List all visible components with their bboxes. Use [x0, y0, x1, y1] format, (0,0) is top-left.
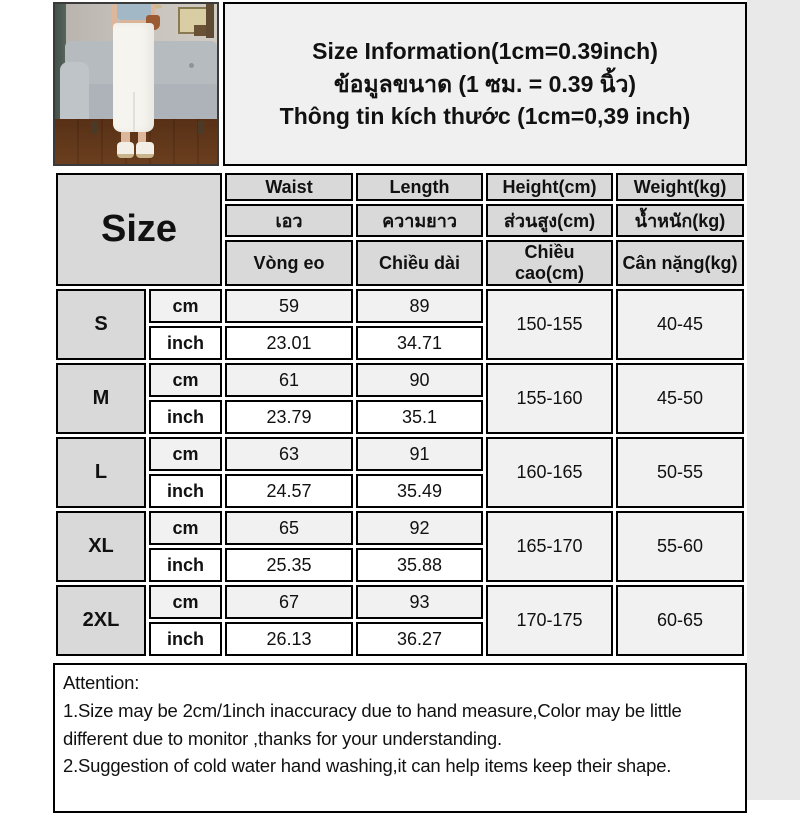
length-header-th: ความยาว	[356, 204, 483, 237]
size-cell-l: L	[56, 437, 146, 508]
unit-label-cm: cm	[149, 437, 222, 471]
size-header: Size	[56, 173, 222, 286]
height-header-th: ส่วนสูง(cm)	[486, 204, 613, 237]
photo-wood-panel	[206, 4, 214, 38]
attention-line-2: 2.Suggestion of cold water hand washing,it can help items keep their shape.	[63, 755, 672, 777]
unit-label-inch: inch	[149, 474, 222, 508]
height-value-2xl: 170-175	[486, 585, 613, 656]
photo-sofa-leg	[198, 121, 204, 134]
height-value-xl: 165-170	[486, 511, 613, 582]
unit-label-inch: inch	[149, 400, 222, 434]
height-header-en: Height(cm)	[486, 173, 613, 201]
height-header-vi: Chiều cao(cm)	[486, 240, 613, 286]
waist-inch-value-2xl: 26.13	[225, 622, 353, 656]
length-header-en: Length	[356, 173, 483, 201]
table-row-xl-cm	[56, 511, 744, 545]
weight-value-s: 40-45	[616, 289, 744, 360]
waist-cm-value-l: 63	[225, 437, 353, 471]
length-inch-value-2xl: 36.27	[356, 622, 483, 656]
unit-label-inch: inch	[149, 622, 222, 656]
size-table	[53, 170, 747, 659]
weight-header-vi: Cân nặng(kg)	[616, 240, 744, 286]
unit-label-cm: cm	[149, 511, 222, 545]
length-cm-value-xl: 92	[356, 511, 483, 545]
attention-line-1: 1.Size may be 2cm/1inch inaccuracy due to hand measure,Color may be little different due to monitor ,thanks for your understanding.	[63, 699, 682, 749]
length-cm-value-s: 89	[356, 289, 483, 323]
length-inch-value-s: 34.71	[356, 326, 483, 360]
product-photo	[53, 2, 219, 166]
size-chart-sheet	[53, 2, 747, 813]
height-value-l: 160-165	[486, 437, 613, 508]
weight-value-xl: 55-60	[616, 511, 744, 582]
weight-header-th: น้ำหนัก(kg)	[616, 204, 744, 237]
waist-cm-value-2xl: 67	[225, 585, 353, 619]
table-row-s-cm	[56, 289, 744, 323]
unit-label-cm: cm	[149, 585, 222, 619]
top-row	[53, 2, 747, 166]
photo-wall-box	[194, 25, 205, 36]
table-row-m-cm	[56, 363, 744, 397]
attention-heading: Attention:	[63, 672, 140, 693]
table-row-2xl-cm	[56, 585, 744, 619]
weight-value-l: 50-55	[616, 437, 744, 508]
waist-cm-value-xl: 65	[225, 511, 353, 545]
size-information-title-box	[223, 2, 747, 166]
length-cm-value-m: 90	[356, 363, 483, 397]
length-inch-value-m: 35.1	[356, 400, 483, 434]
photo-sofa-armrest	[60, 62, 89, 123]
size-cell-s: S	[56, 289, 146, 360]
attention-note	[53, 663, 747, 813]
waist-inch-value-m: 23.79	[225, 400, 353, 434]
unit-label-inch: inch	[149, 548, 222, 582]
size-cell-2xl: 2XL	[56, 585, 146, 656]
length-header-vi: Chiều dài	[356, 240, 483, 286]
waist-header-th: เอว	[225, 204, 353, 237]
photo-pants-seam	[133, 92, 135, 132]
table-row-l-cm	[56, 437, 744, 471]
photo-sandal	[136, 142, 154, 159]
title-english: Size Information(1cm=0.39inch)	[312, 38, 658, 65]
unit-label-cm: cm	[149, 363, 222, 397]
waist-inch-value-xl: 25.35	[225, 548, 353, 582]
length-cm-value-2xl: 93	[356, 585, 483, 619]
length-inch-value-xl: 35.88	[356, 548, 483, 582]
title-thai: ข้อมูลขนาด (1 ซม. = 0.39 นิ้ว)	[333, 70, 637, 97]
weight-value-2xl: 60-65	[616, 585, 744, 656]
weight-value-m: 45-50	[616, 363, 744, 434]
photo-sandal	[117, 142, 135, 159]
weight-header-en: Weight(kg)	[616, 173, 744, 201]
waist-cm-value-s: 59	[225, 289, 353, 323]
unit-label-inch: inch	[149, 326, 222, 360]
height-value-m: 155-160	[486, 363, 613, 434]
waist-inch-value-l: 24.57	[225, 474, 353, 508]
length-cm-value-l: 91	[356, 437, 483, 471]
waist-inch-value-s: 23.01	[225, 326, 353, 360]
length-inch-value-l: 35.49	[356, 474, 483, 508]
waist-cm-value-m: 61	[225, 363, 353, 397]
unit-label-cm: cm	[149, 289, 222, 323]
page-right-margin-band	[747, 0, 800, 800]
waist-header-en: Waist	[225, 173, 353, 201]
size-cell-m: M	[56, 363, 146, 434]
waist-header-vi: Vòng eo	[225, 240, 353, 286]
photo-sofa-leg	[91, 121, 97, 134]
title-vietnamese: Thông tin kích thước (1cm=0,39 inch)	[279, 103, 691, 130]
height-value-s: 150-155	[486, 289, 613, 360]
size-cell-xl: XL	[56, 511, 146, 582]
